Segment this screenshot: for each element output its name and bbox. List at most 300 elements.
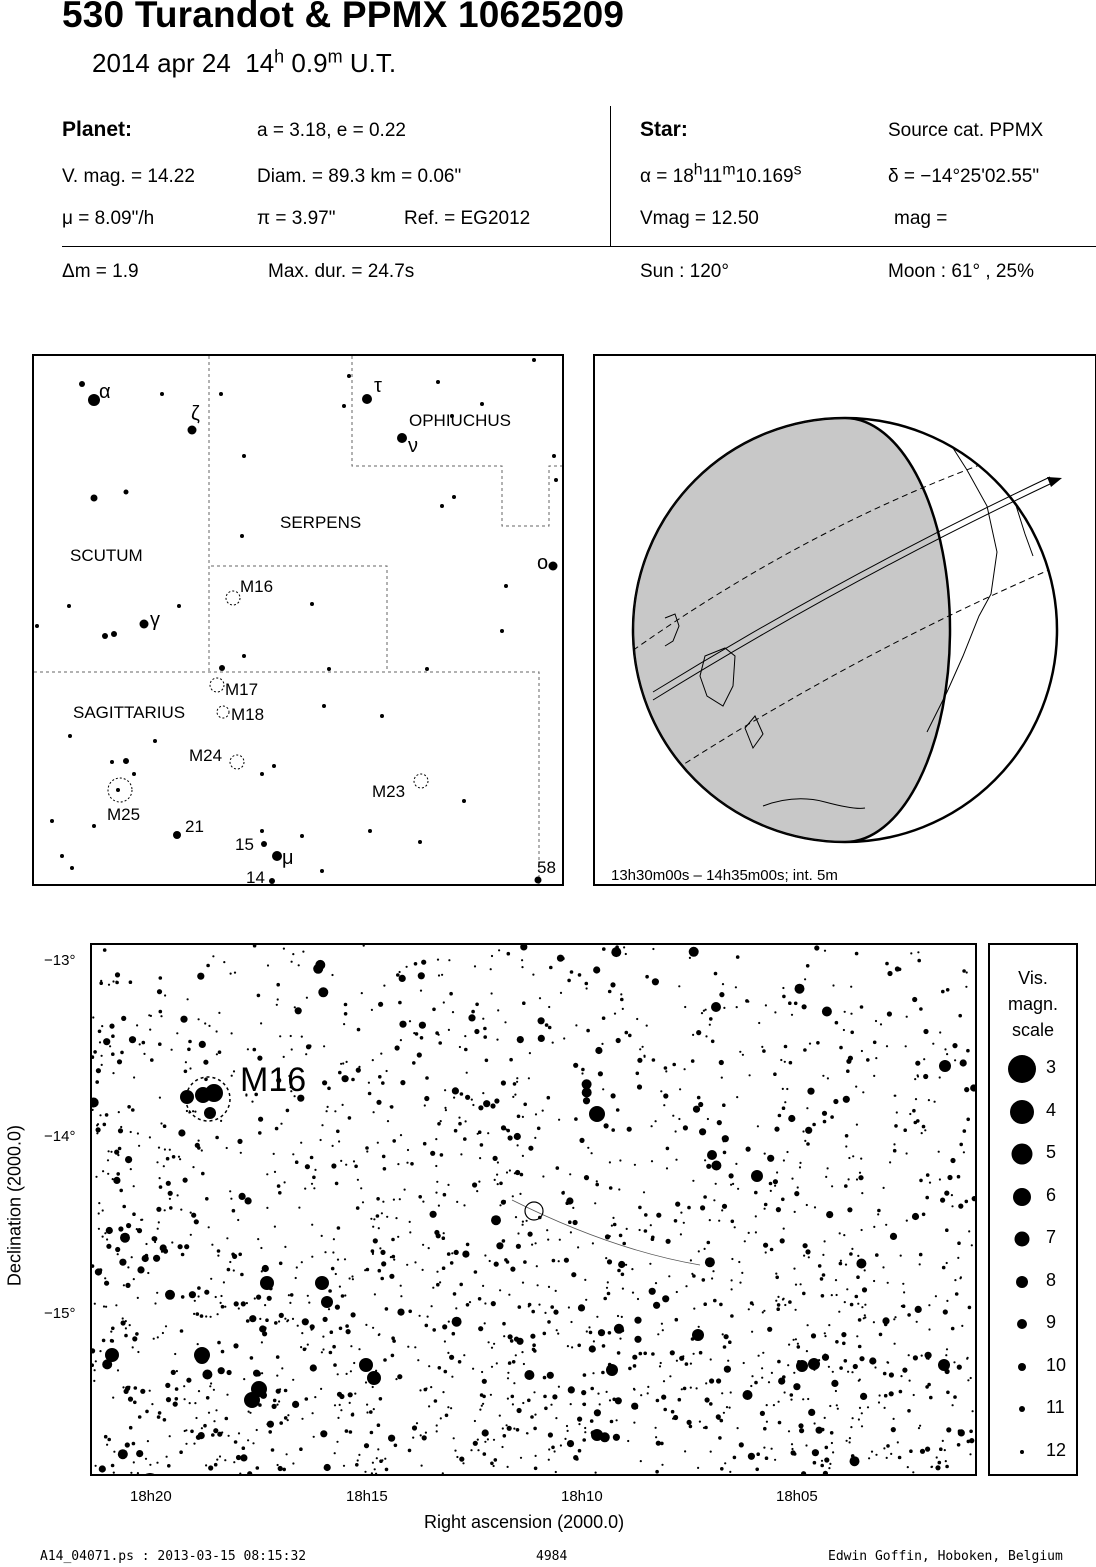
field-star-1326 — [348, 1392, 353, 1397]
field-star-2044 — [917, 951, 919, 953]
field-star-634 — [449, 1355, 454, 1360]
field-star-49 — [522, 1224, 524, 1226]
field-star-1709 — [261, 1372, 263, 1374]
field-star-1861 — [808, 1409, 815, 1416]
field-star-496 — [599, 1403, 601, 1405]
field-star-2553 — [122, 1386, 124, 1388]
field-star-2302 — [516, 1077, 518, 1079]
field-star-1016 — [821, 1460, 823, 1462]
field-star-934 — [564, 1438, 566, 1440]
star-source: Source cat. PPMX — [888, 120, 1044, 141]
field-star-1450 — [98, 1202, 100, 1204]
field-star-152 — [474, 965, 476, 967]
label-58: 58 — [537, 858, 556, 877]
bright-star-2 — [140, 1473, 160, 1474]
xtick-18h15: 18h15 — [346, 1488, 388, 1505]
field-star-1105 — [496, 1039, 498, 1041]
field-star-337 — [442, 1266, 446, 1270]
field-star-848 — [512, 1403, 514, 1405]
field-star-629 — [365, 1381, 367, 1383]
field-star-2336 — [841, 1332, 846, 1337]
field-star-190 — [795, 1284, 797, 1286]
field-star-1805 — [438, 1041, 442, 1045]
field-star-2343 — [523, 1260, 527, 1264]
field-star-187 — [849, 1441, 851, 1443]
field-star-2248 — [915, 1098, 917, 1100]
finder-star-22 — [425, 667, 429, 671]
field-star-2459 — [723, 1140, 725, 1142]
field-star-1051 — [750, 1385, 752, 1387]
field-star-2502 — [234, 972, 236, 974]
field-star-1102 — [445, 1109, 447, 1111]
field-star-1744 — [400, 1080, 405, 1085]
field-star-60 — [353, 1362, 355, 1364]
field-star-620 — [587, 1147, 589, 1149]
field-star-837 — [663, 1380, 665, 1382]
field-star-2292 — [312, 1176, 316, 1180]
field-star-2111 — [470, 1449, 472, 1451]
field-star-1914 — [889, 1372, 894, 1377]
field-star-1937 — [644, 1213, 648, 1217]
field-star-1984 — [456, 1201, 458, 1203]
field-star-454 — [693, 1106, 700, 1113]
field-star-1592 — [310, 1324, 315, 1329]
field-star-1985 — [534, 1137, 536, 1139]
field-star-1134 — [637, 1085, 641, 1089]
field-star-2380 — [717, 1120, 722, 1125]
field-star-1180 — [637, 1058, 642, 1063]
field-star-354 — [736, 1096, 738, 1098]
field-star-1659 — [788, 1001, 792, 1005]
field-star-1777 — [311, 1256, 313, 1258]
field-star-2192 — [864, 1314, 866, 1316]
field-star-1847 — [366, 1150, 368, 1152]
field-star-1286 — [861, 1192, 863, 1194]
field-star-1160 — [105, 1306, 107, 1308]
legend-symbol-12 — [1004, 1434, 1044, 1470]
field-star-2254 — [115, 972, 120, 977]
field-star-929 — [589, 1345, 596, 1352]
field-star-1674 — [944, 1449, 946, 1451]
label-m23: M23 — [372, 782, 406, 801]
label-omicron: o — [537, 552, 549, 574]
field-star-1328 — [847, 1371, 849, 1373]
field-star-1087 — [374, 1293, 376, 1295]
field-star-1933 — [736, 1006, 738, 1008]
field-star-1164 — [276, 1355, 280, 1359]
field-star-1857 — [444, 1340, 446, 1342]
field-star-273 — [463, 1354, 465, 1356]
m23-marker — [414, 774, 428, 788]
field-star-200 — [231, 1032, 233, 1034]
field-star-2231 — [481, 1371, 483, 1373]
field-star-93 — [793, 1372, 795, 1374]
field-star-1430 — [372, 1327, 374, 1329]
field-star-1798 — [952, 1404, 954, 1406]
field-star-1835 — [363, 945, 365, 947]
field-star-1079 — [371, 1009, 373, 1011]
field-star-2198 — [340, 1063, 342, 1065]
field-star-613 — [938, 1151, 940, 1153]
field-star-636 — [791, 1178, 793, 1180]
finder-star-42 — [260, 772, 264, 776]
field-star-2148 — [538, 1304, 540, 1306]
field-star-2204 — [773, 1179, 778, 1184]
field-star-2442 — [875, 1020, 877, 1022]
field-star-410 — [247, 1439, 249, 1441]
field-star-1957 — [765, 1004, 767, 1006]
field-star-148 — [589, 1331, 593, 1335]
field-star-491 — [586, 1330, 588, 1332]
field-star-1508 — [610, 1420, 614, 1424]
field-star-2100 — [684, 1068, 686, 1070]
field-star-1175 — [824, 1417, 826, 1419]
field-star-1473 — [286, 1453, 288, 1455]
planet-diameter: Diam. = 89.3 km = 0.06" — [257, 166, 462, 187]
field-star-1691 — [507, 1466, 509, 1468]
field-star-2489 — [788, 1430, 790, 1432]
field-star-822 — [92, 1098, 99, 1108]
finder-star-24 — [322, 704, 326, 708]
field-star-2195 — [877, 1209, 881, 1213]
field-star-1281 — [536, 1265, 538, 1267]
finder-star-28 — [219, 665, 225, 671]
field-star-959 — [497, 1183, 499, 1185]
field-star-1310 — [761, 1046, 763, 1048]
field-star-1567 — [754, 1381, 758, 1385]
star-dec: δ = −14°25'02.55" — [888, 166, 1040, 187]
field-star-1228 — [498, 949, 500, 951]
field-star-1411 — [99, 1350, 101, 1352]
field-star-2099 — [444, 1089, 446, 1091]
field-star-823 — [522, 1402, 524, 1404]
planet-motion: μ = 8.09"/h — [62, 208, 155, 229]
field-star-1272 — [621, 1273, 625, 1277]
field-star-660 — [335, 1305, 340, 1310]
field-star-443 — [794, 1211, 796, 1213]
field-star-1348 — [124, 1334, 128, 1338]
field-star-783 — [488, 1341, 490, 1343]
field-star-619 — [835, 1021, 839, 1025]
field-star-209 — [843, 1029, 845, 1031]
field-star-1383 — [507, 1377, 509, 1379]
label-alpha: α — [99, 381, 111, 403]
field-star-938 — [558, 1119, 560, 1121]
field-star-2053 — [845, 1264, 847, 1266]
field-star-1708 — [703, 1302, 707, 1306]
field-star-2223 — [685, 1285, 687, 1287]
label-zeta: ζ — [191, 403, 200, 425]
bright-star-11 — [796, 1360, 808, 1372]
field-star-550 — [680, 1233, 682, 1235]
field-star-1917 — [279, 1262, 283, 1266]
field-star-2404 — [749, 1074, 751, 1076]
field-star-1850 — [705, 1382, 707, 1384]
field-star-1946 — [501, 1080, 506, 1085]
field-star-1364 — [769, 1182, 773, 1186]
field-star-1790 — [598, 1329, 605, 1336]
field-star-2359 — [782, 987, 784, 989]
field-star-2396 — [440, 1120, 442, 1122]
field-star-2378 — [605, 1257, 607, 1259]
field-star-1118 — [110, 1339, 114, 1343]
field-star-1237 — [277, 1464, 279, 1466]
field-star-43 — [720, 1419, 724, 1423]
field-star-936 — [330, 1330, 334, 1334]
field-star-1335 — [380, 1053, 382, 1055]
field-star-2446 — [342, 1062, 344, 1064]
field-star-2013 — [932, 1043, 934, 1045]
field-star-1738 — [239, 1193, 246, 1200]
field-star-332 — [794, 1191, 799, 1196]
field-star-1778 — [899, 1390, 903, 1394]
m24-marker — [230, 755, 244, 769]
field-star-1892 — [608, 1331, 612, 1335]
field-star-1295 — [96, 1132, 98, 1134]
field-star-1885 — [787, 1364, 789, 1366]
field-star-1848 — [452, 1332, 456, 1336]
field-star-925 — [490, 1462, 494, 1466]
field-star-421 — [832, 1451, 834, 1453]
field-star-1390 — [127, 1266, 129, 1268]
planet-orbit: a = 3.18, e = 0.22 — [257, 120, 406, 141]
field-star-520 — [945, 1228, 949, 1232]
footer-author: Edwin Goffin, Hoboken, Belgium — [828, 1549, 1063, 1564]
field-star-1056 — [445, 1414, 449, 1418]
field-star-469 — [417, 1359, 419, 1361]
field-star-526 — [903, 1291, 905, 1293]
field-star-280 — [820, 1464, 824, 1468]
field-star-705 — [159, 976, 163, 980]
field-star-78 — [294, 1006, 296, 1008]
field-star-1726 — [830, 1115, 834, 1119]
field-star-2474 — [801, 1471, 806, 1474]
bright-star-13 — [591, 1429, 603, 1441]
field-star-1787 — [101, 1055, 103, 1057]
m16-marker — [226, 591, 240, 605]
field-star-1075 — [220, 1120, 222, 1122]
field-star-1321 — [602, 1088, 604, 1090]
field-star-2007 — [719, 992, 724, 997]
field-star-2048 — [135, 1332, 139, 1336]
field-star-647 — [326, 1110, 328, 1112]
field-star-115 — [709, 1219, 711, 1221]
field-star-2050 — [969, 1453, 971, 1455]
field-star-1870 — [221, 1305, 225, 1309]
field-star-1954 — [305, 1053, 307, 1055]
field-star-2461 — [339, 1286, 341, 1288]
field-star-1420 — [915, 1061, 920, 1066]
field-star-2051 — [652, 948, 654, 950]
field-star-446 — [583, 1097, 590, 1104]
field-star-600 — [192, 1110, 194, 1112]
field-star-1261 — [544, 1407, 548, 1411]
field-star-70 — [632, 1355, 637, 1360]
finder-star-59 — [68, 734, 72, 738]
field-star-583 — [795, 1338, 797, 1340]
field-star-2462 — [741, 1272, 743, 1274]
field-star-1019 — [946, 1300, 948, 1302]
finder-star-11 — [436, 380, 440, 384]
field-star-1074 — [391, 1238, 395, 1242]
field-star-197 — [125, 1327, 127, 1329]
field-star-2029 — [278, 1191, 282, 1195]
field-star-1872 — [968, 1306, 972, 1310]
field-star-2522 — [729, 1173, 734, 1178]
star-chart — [90, 943, 977, 1476]
xtick-18h10: 18h10 — [561, 1488, 603, 1505]
field-star-1604 — [115, 981, 119, 985]
field-star-735 — [922, 1125, 926, 1129]
field-star-175 — [839, 1046, 843, 1050]
field-star-466 — [420, 990, 422, 992]
field-star-1124 — [502, 1322, 506, 1326]
field-star-1331 — [396, 973, 400, 977]
field-star-21 — [378, 1002, 383, 1007]
field-star-2167 — [578, 1449, 582, 1453]
field-star-1510 — [268, 1430, 272, 1434]
field-star-1119 — [364, 1443, 369, 1448]
field-star-1775 — [554, 1450, 556, 1452]
field-star-2599 — [582, 1088, 592, 1098]
legend-label-6: 6 — [1046, 1184, 1057, 1205]
field-star-2260 — [811, 1333, 816, 1338]
field-star-1664 — [947, 1175, 952, 1180]
field-star-2350 — [767, 1327, 772, 1332]
field-star-1845 — [340, 1160, 342, 1162]
field-star-700 — [763, 1447, 765, 1449]
field-star-2214 — [966, 1118, 970, 1122]
field-star-982 — [230, 1198, 232, 1200]
field-star-2424 — [561, 957, 565, 961]
field-star-686 — [521, 1351, 523, 1353]
field-star-559 — [279, 1421, 283, 1425]
field-star-473 — [493, 1156, 498, 1161]
field-star-2325 — [133, 1278, 135, 1280]
field-star-796 — [678, 1118, 680, 1120]
field-star-2259 — [274, 1321, 278, 1325]
field-star-518 — [174, 1353, 176, 1355]
field-star-2103 — [821, 1294, 825, 1298]
legend-symbol-5 — [1004, 1136, 1044, 1172]
field-star-119 — [743, 1362, 745, 1364]
field-star-1994 — [662, 1329, 664, 1331]
field-star-1258 — [472, 1182, 477, 1187]
field-star-1811 — [916, 1321, 918, 1323]
field-star-2504 — [907, 1409, 911, 1413]
field-star-2514 — [283, 948, 285, 950]
field-star-2084 — [656, 1399, 660, 1403]
field-star-442 — [613, 1434, 620, 1441]
field-star-1142 — [886, 1457, 888, 1459]
field-star-1780 — [132, 1336, 137, 1341]
field-star-2456 — [148, 1014, 150, 1016]
field-star-138 — [503, 1434, 507, 1438]
field-star-177 — [436, 1283, 440, 1287]
field-star-408 — [914, 1078, 916, 1080]
field-star-616 — [857, 1303, 859, 1305]
field-star-1020 — [158, 1221, 160, 1223]
field-star-589 — [549, 966, 553, 970]
field-star-1246 — [791, 1448, 793, 1450]
field-star-2277 — [926, 1173, 930, 1177]
field-star-327 — [707, 1241, 711, 1245]
field-star-930 — [373, 1218, 375, 1220]
field-star-2177 — [477, 1449, 479, 1451]
field-star-688 — [896, 1111, 898, 1113]
finder-star-57 — [60, 854, 64, 858]
planet-vmag: V. mag. = 14.22 — [62, 166, 195, 187]
field-star-348 — [508, 1334, 513, 1339]
field-star-2478 — [923, 1074, 928, 1079]
field-star-1773 — [731, 1258, 733, 1260]
field-star-581 — [412, 1061, 416, 1065]
field-star-1481 — [581, 1068, 585, 1072]
field-star-1399 — [466, 1303, 470, 1307]
field-star-309 — [873, 1226, 875, 1228]
finder-star-46 — [173, 831, 181, 839]
ytick-13: −13° — [44, 952, 76, 969]
field-star-1557 — [968, 1230, 970, 1232]
field-star-2233 — [672, 1115, 674, 1117]
field-star-1323 — [767, 1155, 774, 1162]
field-star-2117 — [273, 1153, 275, 1155]
field-star-1104 — [245, 1197, 252, 1204]
field-star-2119 — [530, 1415, 534, 1419]
field-star-1593 — [945, 1354, 947, 1356]
field-star-2064 — [754, 1191, 758, 1195]
field-star-1315 — [919, 1253, 923, 1257]
field-star-1745 — [284, 1318, 286, 1320]
field-star-1606 — [180, 1329, 184, 1333]
field-star-1144 — [256, 1295, 261, 1300]
x-axis-label: Right ascension (2000.0) — [424, 1512, 625, 1532]
field-star-1670 — [683, 1387, 687, 1391]
field-star-1657 — [92, 1109, 94, 1111]
field-star-246 — [560, 992, 562, 994]
field-star-2498 — [634, 1336, 641, 1343]
field-star-755 — [575, 1024, 577, 1026]
field-star-1663 — [636, 1018, 638, 1020]
field-star-1189 — [626, 1228, 628, 1230]
field-star-1101 — [409, 1020, 411, 1022]
field-star-436 — [334, 1110, 336, 1112]
field-star-1591 — [125, 1442, 130, 1447]
finder-star-8 — [362, 394, 372, 404]
field-star-214 — [766, 1404, 768, 1406]
field-star-100 — [332, 1145, 334, 1147]
field-star-1635 — [612, 1217, 614, 1219]
field-star-1698 — [672, 1063, 676, 1067]
field-star-2152 — [128, 1397, 133, 1402]
field-star-1216 — [768, 1381, 770, 1383]
field-star-1655 — [448, 1029, 450, 1031]
field-star-1316 — [633, 1422, 635, 1424]
field-star-1469 — [94, 1303, 96, 1305]
field-star-1440 — [601, 1043, 603, 1045]
hour-unit: h — [274, 46, 285, 67]
field-star-1222 — [109, 1024, 114, 1029]
chart-stars — [92, 945, 975, 1474]
field-star-1779 — [221, 1350, 225, 1354]
field-star-891 — [620, 998, 624, 1002]
field-star-601 — [610, 982, 615, 987]
field-star-1561 — [298, 964, 300, 966]
globe-panel — [593, 354, 1096, 886]
field-star-1653 — [929, 1396, 933, 1400]
field-star-1766 — [99, 981, 103, 985]
field-star-1115 — [496, 1362, 498, 1364]
